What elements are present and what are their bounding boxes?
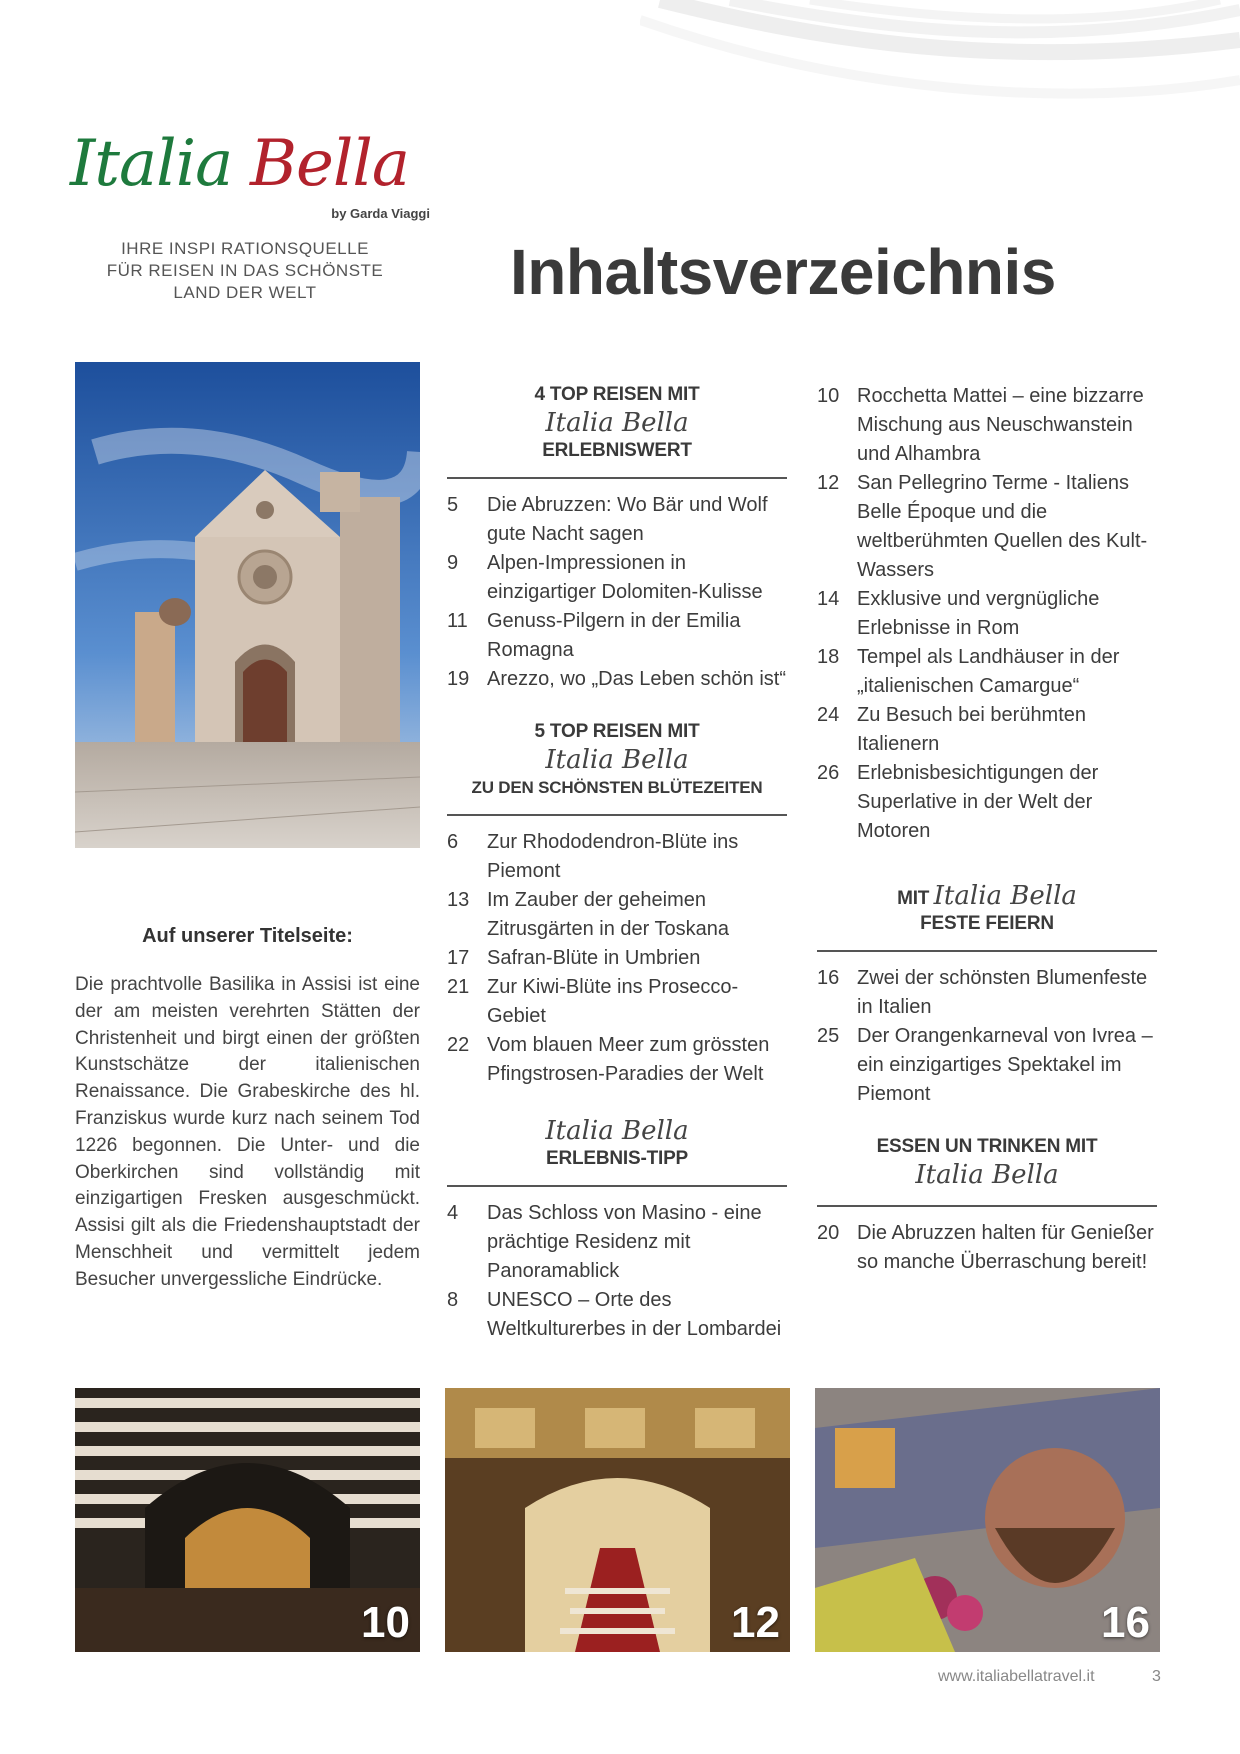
section-title-row <box>817 880 1157 912</box>
toc-entry <box>817 1022 1157 1109</box>
toc-page-number: 11 <box>447 610 468 632</box>
toc-entry <box>447 1286 787 1344</box>
thumb-flower-festival <box>815 1388 1160 1652</box>
toc-page-number: 16 <box>817 967 840 989</box>
toc-entry-title: Zu Besuch bei berühmten Italienern <box>857 704 1087 755</box>
toc-page-number: 5 <box>447 494 459 516</box>
brand-tagline <box>70 238 420 304</box>
section-brand-script: Italia Bella <box>545 1116 689 1146</box>
section-divider <box>817 950 1157 952</box>
toc-entry-title: San Pellegrino Terme - Italiens Belle Époque und die weltberühmten Quellen des Kult-Wassers <box>857 472 1148 581</box>
section-brand-script: Italia Bella <box>915 1160 1059 1190</box>
section-title: 4 TOP REISEN MIT <box>534 384 700 405</box>
section-header <box>817 880 1157 936</box>
toc-entry <box>817 1219 1157 1277</box>
toc-entry <box>817 469 1157 585</box>
footer-page-number: 3 <box>1152 1668 1161 1685</box>
toc-page-number: 12 <box>817 472 840 494</box>
thumb-page-number: 12 <box>731 1598 780 1647</box>
toc-page-number: 17 <box>447 947 470 969</box>
cover-description: Die prachtvolle Basilika in Assisi ist eine der am meisten verehrten Stätten der Christenheit und birgt einen der größten Kunstschätze der italienischen Renaissance. Die Grabeskirche des hl. Franziskus wurde kurz nach seinem Tod 1226 begonnen. Die Unter- und die Oberkirchen sind vollständig mit einzigartigen Fresken ausgeschmückt. Assisi gilt als die Friedenshauptstadt der Menschheit und vermittelt jedem Besucher unvergessliche Eindrücke. <box>75 974 420 1290</box>
section-divider <box>447 1185 787 1187</box>
toc-section-essen-trinken <box>817 1135 1157 1277</box>
toc-page-number: 18 <box>817 646 840 668</box>
toc-entry <box>447 549 787 607</box>
toc-page-number: 4 <box>447 1202 459 1224</box>
section-divider <box>447 814 787 816</box>
toc-entry <box>817 382 1157 469</box>
toc-list <box>447 491 787 694</box>
toc-entry <box>817 701 1157 759</box>
toc-entry-title: Das Schloss von Masino - eine prächtige Residenz mit Panoramablick <box>487 1202 762 1282</box>
toc-page-number: 25 <box>817 1025 840 1047</box>
section-subtitle: ZU DEN SCHÖNSTEN BLÜTEZEITEN <box>471 778 763 797</box>
footer-website[interactable]: www.italiabellatravel.it <box>938 1668 1095 1685</box>
section-subtitle: FESTE FEIERN <box>920 913 1054 934</box>
toc-entry-title: Zur Kiwi-Blüte ins Prosecco-Gebiet <box>487 976 739 1027</box>
toc-page-number: 26 <box>817 762 840 784</box>
toc-section-erlebnis-tipp <box>447 1115 787 1344</box>
decorative-swoosh <box>640 0 1240 110</box>
toc-entry <box>817 585 1157 643</box>
toc-entry-title: Zur Rhododendron-Blüte ins Piemont <box>487 831 739 882</box>
section-brand-script: Italia Bella <box>933 881 1077 911</box>
page-title: Inhaltsverzeichnis <box>510 236 1056 308</box>
toc-entry-title: Im Zauber der geheimen Zitrusgärten in der Toskana <box>487 889 729 940</box>
toc-entry-title: Alpen-Impressionen in einzigartiger Dolomiten-Kulisse <box>487 552 763 603</box>
toc-column-2 <box>817 382 1157 1303</box>
toc-entry <box>817 964 1157 1022</box>
section-header <box>447 383 787 463</box>
toc-entry-title: Die Abruzzen halten für Genießer so manche Überraschung bereit! <box>857 1222 1154 1273</box>
toc-page-number: 19 <box>447 668 470 690</box>
toc-list <box>447 828 787 1089</box>
toc-list <box>817 964 1157 1109</box>
toc-page-number: 13 <box>447 889 470 911</box>
thumb-rocchetta-mattei <box>75 1388 420 1652</box>
section-title: 5 TOP REISEN MIT <box>534 721 700 742</box>
tagline-line: LAND DER WELT <box>173 283 317 302</box>
toc-entry-title: Exklusive und vergnügliche Erlebnisse in Rom <box>857 588 1100 639</box>
toc-list <box>447 1199 787 1344</box>
toc-entry-title: Tempel als Landhäuser in der „italienischen Camargue“ <box>857 646 1120 697</box>
toc-section-feste-feiern <box>817 880 1157 1109</box>
toc-entry <box>447 491 787 549</box>
toc-page-number: 6 <box>447 831 459 853</box>
section-subtitle: ERLEBNIS-TIPP <box>545 1148 689 1169</box>
toc-entry <box>447 1031 787 1089</box>
toc-list-continued <box>817 382 1157 846</box>
cover-photo-basilica <box>75 362 420 848</box>
toc-entry <box>447 828 787 886</box>
logo-word-bella: Bella <box>250 127 409 201</box>
brand-logo <box>70 127 430 222</box>
toc-page-number: 9 <box>447 552 459 574</box>
toc-entry-title: Safran-Blüte in Umbrien <box>487 947 701 969</box>
toc-page-number: 21 <box>447 976 470 998</box>
thumb-page-number: 10 <box>361 1598 410 1647</box>
toc-entry-title: Genuss-Pilgern in der Emilia Romagna <box>487 610 741 661</box>
toc-page-number: 10 <box>817 385 840 407</box>
toc-entry-title: Rocchetta Mattei – eine bizzarre Mischung aus Neuschwanstein und Alhambra <box>857 385 1144 465</box>
toc-section-bluetezeiten <box>447 720 787 1089</box>
toc-list <box>817 1219 1157 1277</box>
tagline-line: FÜR REISEN IN DAS SCHÖNSTE <box>106 261 384 280</box>
toc-entry <box>447 886 787 944</box>
toc-section-erlebniswert <box>447 383 787 694</box>
logo-word-italia: Italia <box>70 127 233 201</box>
tagline-line: IHRE INSPI RATIONSQUELLE <box>121 239 369 258</box>
toc-entry <box>817 759 1157 846</box>
toc-page-number: 8 <box>447 1289 459 1311</box>
logo-byline: by Garda Viaggi <box>331 206 430 221</box>
toc-entry-title: UNESCO – Orte des Weltkulturerbes in der Lombardei <box>487 1289 782 1340</box>
section-header <box>447 720 787 800</box>
toc-page-number: 14 <box>817 588 840 610</box>
toc-entry <box>447 973 787 1031</box>
section-header <box>817 1135 1157 1191</box>
toc-entry <box>447 944 787 973</box>
thumb-san-pellegrino <box>445 1388 790 1652</box>
toc-page-number: 24 <box>817 704 840 726</box>
toc-entry-title: Die Abruzzen: Wo Bär und Wolf gute Nacht sagen <box>487 494 768 545</box>
toc-entry-title: Der Orangenkarneval von Ivrea – ein einzigartiges Spektakel im Piemont <box>857 1025 1153 1105</box>
toc-entry-title: Erlebnisbesichtigungen der Superlative in der Welt der Motoren <box>857 762 1099 842</box>
toc-entry <box>817 643 1157 701</box>
section-divider <box>817 1205 1157 1207</box>
section-title: MIT <box>897 888 930 909</box>
section-subtitle: ERLEBNISWERT <box>542 440 692 461</box>
toc-entry-title: Vom blauen Meer zum grössten Pfingstrosen-Paradies der Welt <box>487 1034 770 1085</box>
section-brand-script: Italia Bella <box>545 745 689 775</box>
section-header <box>447 1115 787 1171</box>
toc-entry <box>447 665 787 694</box>
toc-column-1 <box>447 383 787 1370</box>
toc-entry <box>447 607 787 665</box>
section-brand-script: Italia Bella <box>545 408 689 438</box>
section-divider <box>447 477 787 479</box>
toc-entry <box>447 1199 787 1286</box>
toc-entry-title: Arezzo, wo „Das Leben schön ist“ <box>487 668 787 690</box>
toc-entry-title: Zwei der schönsten Blumenfeste in Italien <box>857 967 1148 1018</box>
toc-page-number: 20 <box>817 1222 840 1244</box>
section-title: ESSEN UN TRINKEN MIT <box>876 1136 1098 1157</box>
toc-page-number: 22 <box>447 1034 470 1056</box>
cover-heading: Auf unserer Titelseite: <box>142 925 353 947</box>
thumb-page-number: 16 <box>1101 1598 1150 1647</box>
